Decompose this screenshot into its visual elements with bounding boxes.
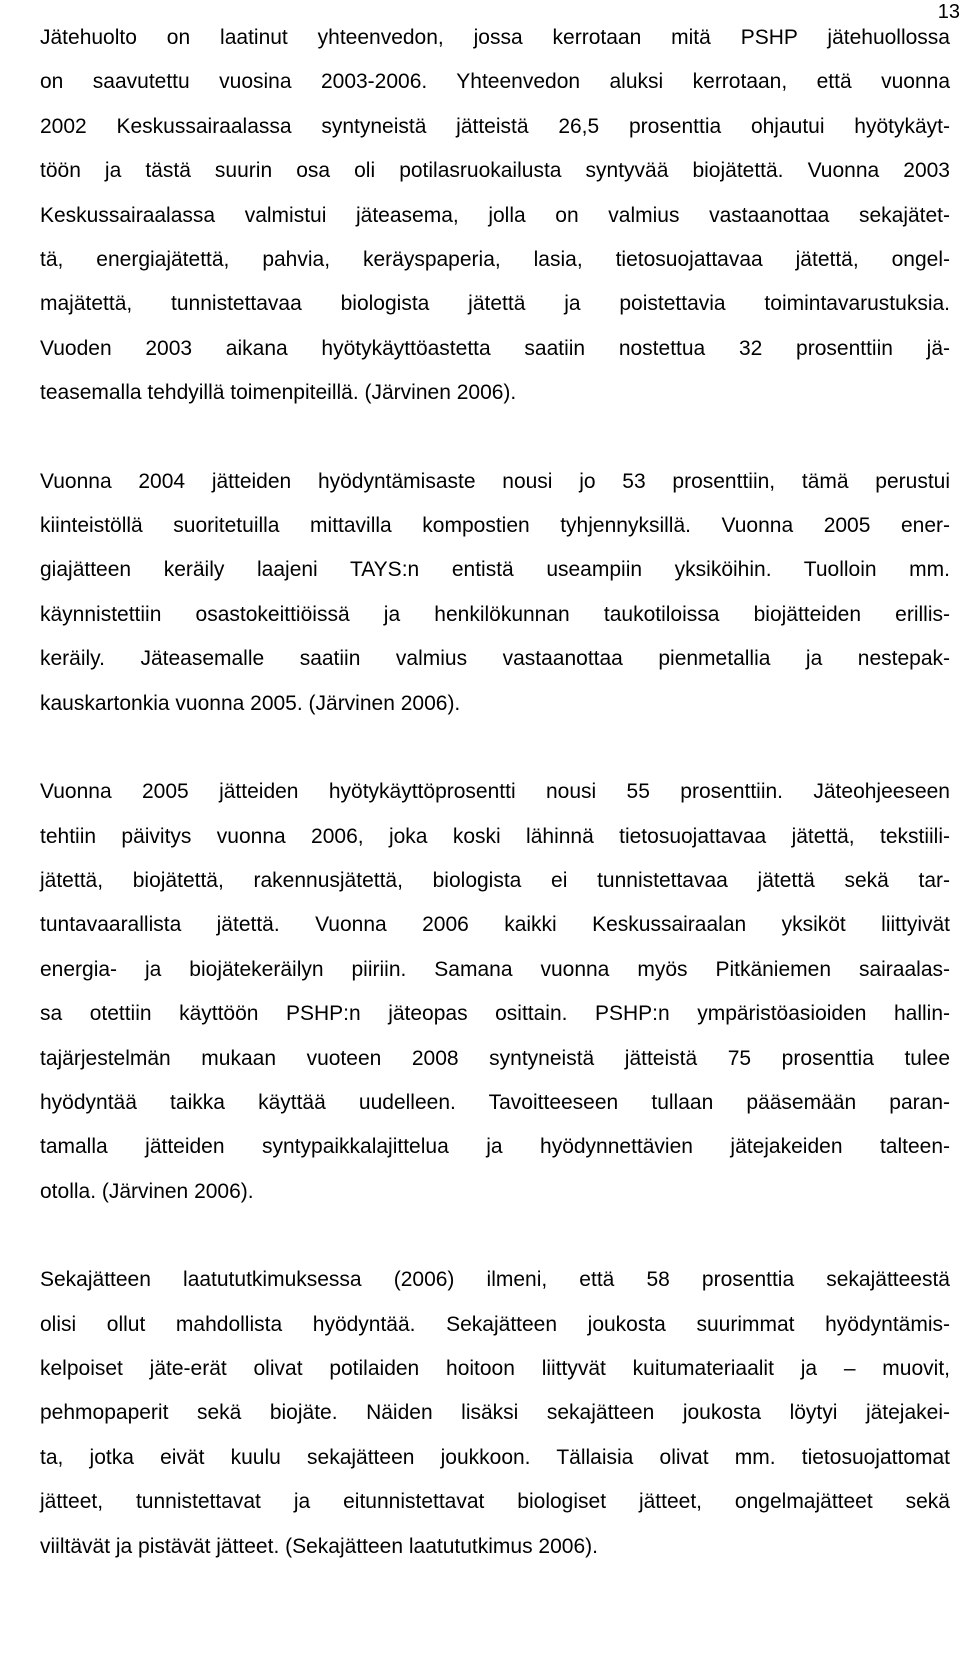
text-line: keräily. Jäteasemalle saatiin valmius vastaanottaa pienmetallia ja nestepak- [40, 647, 950, 671]
text-line: ta, jotka eivät kuulu sekajätteen joukkoon. Tällaisia olivat mm. tietosuojattomat [40, 1445, 950, 1469]
page-number: 13 [937, 1, 960, 23]
text-line: viiltävät ja pistävät jätteet. (Sekajätteen laatututkimus 2006). [40, 1534, 598, 1558]
text-line: tehtiin päivitys vuonna 2006, joka koski lähinnä tietosuojattavaa jätettä, tekstiili- [40, 824, 950, 848]
text-line: tuntavaarallista jätettä. Vuonna 2006 kaikki Keskussairaalan yksiköt liittyivät [40, 913, 950, 937]
text-line: on saavutettu vuosina 2003-2006. Yhteenvedon aluksi kerrotaan, että vuonna [40, 70, 950, 94]
text-line: jätteet, tunnistettavat ja eitunnistettavat biologiset jätteet, ongelmajätteet sekä [40, 1490, 950, 1514]
text-line: jätettä, biojätettä, rakennusjätettä, biologista ei tunnistettavaa jätettä sekä tar- [40, 868, 950, 892]
text-line: töön ja tästä suurin osa oli potilasruokailusta syntyvää biojätettä. Vuonna 2003 [40, 159, 950, 183]
text-line: kiinteistöllä suoritetuilla mittavilla kompostien tyhjennyksillä. Vuonna 2005 ener- [40, 514, 950, 538]
text-line: kelpoiset jäte-erät olivat potilaiden hoitoon liittyvät kuitumateriaalit ja – muovit, [40, 1356, 950, 1380]
text-line: Vuoden 2003 aikana hyötykäyttöastetta saatiin nostettua 32 prosenttiin jä- [40, 336, 950, 360]
paragraph-2 [40, 460, 950, 726]
text-line: Keskussairaalassa valmistui jäteasema, jolla on valmius vastaanottaa sekajätet- [40, 203, 950, 227]
text-line: kauskartonkia vuonna 2005. (Järvinen 2006). [40, 691, 461, 715]
document-body [40, 16, 950, 1569]
text-line: teasemalla tehdyillä toimenpiteillä. (Järvinen 2006). [40, 381, 517, 405]
text-line: tajärjestelmän mukaan vuoteen 2008 syntyneistä jätteistä 75 prosenttia tulee [40, 1046, 950, 1070]
text-line: olisi ollut mahdollista hyödyntää. Sekajätteen joukosta suurimmat hyödyntämis- [40, 1312, 950, 1336]
text-line: giajätteen keräily laajeni TAYS:n entistä useampiin yksiköihin. Tuolloin mm. [40, 558, 950, 582]
text-line: hyödyntää taikka käyttää uudelleen. Tavoitteeseen tullaan pääsemään paran- [40, 1090, 950, 1114]
text-line: energia- ja biojätekeräilyn piiriin. Samana vuonna myös Pitkäniemen sairaalas- [40, 957, 950, 981]
text-line: 2002 Keskussairaalassa syntyneistä jätteistä 26,5 prosenttia ohjautui hyötykäyt- [40, 114, 950, 138]
text-line: tamalla jätteiden syntypaikkalajittelua ja hyödynnettävien jätejakeiden talteen- [40, 1135, 950, 1159]
text-line: Vuonna 2005 jätteiden hyötykäyttöprosentti nousi 55 prosenttiin. Jäteohjeeseen [40, 780, 950, 804]
text-line: Vuonna 2004 jätteiden hyödyntämisaste nousi jo 53 prosenttiin, tämä perustui [40, 469, 950, 493]
paragraph-4 [40, 1258, 950, 1569]
paragraph-3 [40, 770, 950, 1214]
text-line: pehmopaperit sekä biojäte. Näiden lisäksi sekajätteen joukosta löytyi jätejakei- [40, 1401, 950, 1425]
text-line: Jätehuolto on laatinut yhteenvedon, jossa kerrotaan mitä PSHP jätehuollossa [40, 26, 950, 49]
text-line: Sekajätteen laatututkimuksessa (2006) ilmeni, että 58 prosenttia sekajätteestä [40, 1268, 950, 1292]
text-line: majätettä, tunnistettavaa biologista jätettä ja poistettavia toimintavarustuksia. [40, 292, 950, 316]
text-line: sa otettiin käyttöön PSHP:n jäteopas osittain. PSHP:n ympäristöasioiden hallin- [40, 1002, 950, 1026]
paragraph-1 [40, 16, 950, 416]
text-line: tä, energiajätettä, pahvia, keräyspaperia, lasia, tietosuojattavaa jätettä, ongel- [40, 248, 950, 272]
text-line: otolla. (Järvinen 2006). [40, 1179, 254, 1203]
text-line: käynnistettiin osastokeittiöissä ja henkilökunnan taukotiloissa biojätteiden erillis- [40, 602, 950, 626]
